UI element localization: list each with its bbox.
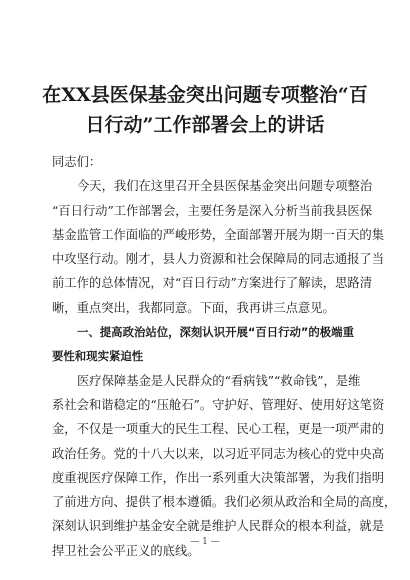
paragraph-section-1 — [52, 369, 397, 563]
document-title — [40, 80, 370, 140]
paragraph-line: 政治任务。党的十八大以来，以习近平同志为核心的党中央高 — [52, 446, 385, 461]
paragraph-line: 中攻坚行动。刚才，县人力资源和社会保障局的同志通报了当 — [52, 252, 385, 267]
section-heading-1 — [52, 320, 372, 369]
paragraph-line: 晰，重点突出，我都同意。下面，我再讲三点意见。 — [52, 300, 335, 315]
heading-line: 要性和现实紧迫性 — [52, 349, 144, 364]
paragraph-line: 系社会和谐稳定的“压舱石”。守护好、管理好、使用好这笔资 — [52, 397, 385, 412]
paragraph-line: 前工作的总体情况，对“百日行动”方案进行了解读，思路清 — [52, 276, 372, 291]
paragraph-line: 基金监管工作面临的严峻形势，全面部署开展为期一百天的集 — [52, 227, 385, 242]
paragraph-line: 金，不仅是一项重大的民生工程、民心工程，更是一项严肃的 — [52, 422, 385, 437]
paragraph-line: 今天，我们在这里召开全县医保基金突出问题专项整治 — [77, 179, 373, 194]
heading-line: 一、提高政治站位，深刻认识开展“百日行动”的极端重 — [77, 325, 354, 340]
paragraph-line: 医疗保障基金是人民群众的“看病钱”“救命钱”，是维 — [77, 373, 361, 388]
paragraph-line: 深刻认识到维护基金安全就是维护人民群众的根本利益，就是 — [52, 519, 385, 534]
document-body — [52, 150, 397, 563]
title-line-2: 日行动”工作部署会上的讲话 — [85, 114, 325, 136]
salutation: 同志们： — [52, 155, 102, 169]
paragraph-line: 捍卫社会公平正义的底线。 — [52, 543, 200, 558]
paragraph-line: “百日行动”工作部署会，主要任务是深入分析当前我县医保 — [52, 203, 372, 218]
title-line-1: 在XX县医保基金突出问题专项整治“百 — [42, 84, 368, 106]
paragraph-intro — [52, 174, 385, 320]
page-number: — 1 — — [190, 537, 220, 547]
paragraph-line: 度重视医疗保障工作，作出一系列重大决策部署，为我们指明 — [52, 470, 385, 485]
paragraph-line: 了前进方向、提供了根本遵循。我们必须从政治和全局的高度， — [52, 495, 397, 510]
